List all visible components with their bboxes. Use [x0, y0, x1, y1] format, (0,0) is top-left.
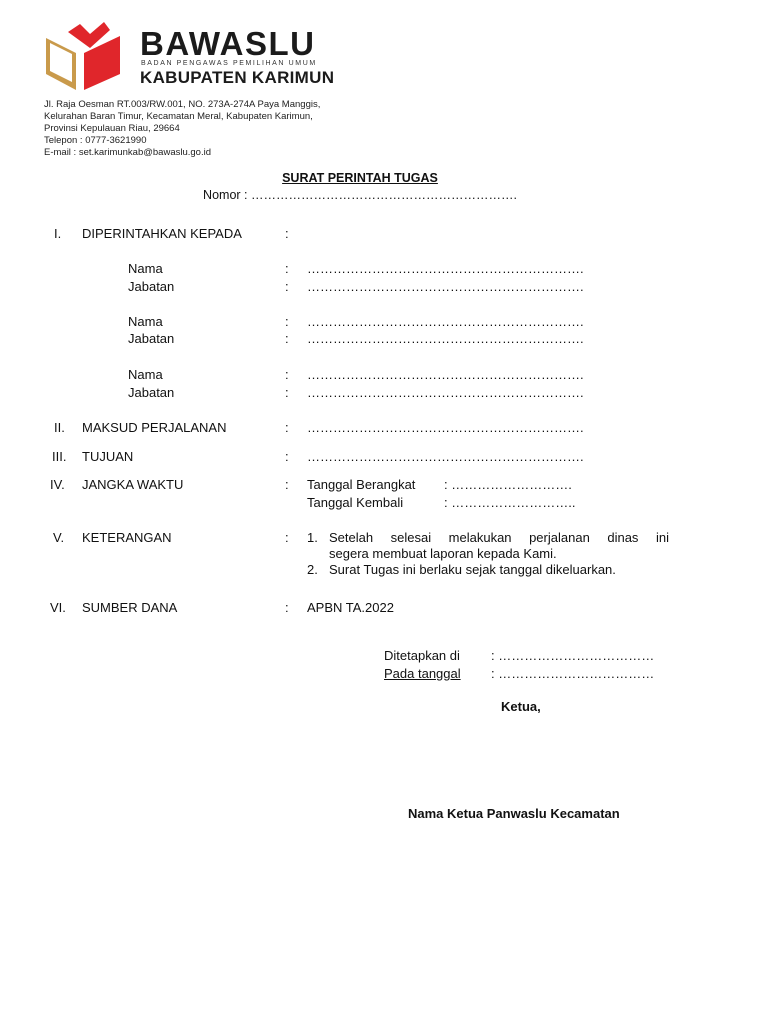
- berangkat-label: Tanggal Berangkat: [307, 477, 416, 492]
- tujuan-field: ……………………………………………………….: [307, 449, 584, 464]
- jabatan-field: ……………………………………………………….: [307, 279, 584, 294]
- note-text: segera membuat laporan kepada Kami.: [329, 546, 557, 561]
- tanggal-label: Pada tanggal: [384, 666, 461, 681]
- colon: :: [285, 600, 289, 615]
- signatory-name: Nama Ketua Panwaslu Kecamatan: [408, 806, 620, 821]
- nama-field: ……………………………………………………….: [307, 367, 584, 382]
- colon: :: [285, 226, 289, 241]
- phone-line: Telepon : 0777-3621990: [44, 135, 147, 146]
- address-line: Provinsi Kepulauan Riau, 29664: [44, 123, 180, 134]
- note-number: 1.: [307, 530, 318, 545]
- section-number: V.: [53, 530, 65, 545]
- maksud-field: ……………………………………………………….: [307, 420, 584, 435]
- email-line: E-mail : set.karimunkab@bawaslu.go.id: [44, 147, 211, 158]
- colon: :: [285, 367, 289, 382]
- bawaslu-logo: [44, 20, 122, 92]
- colon: :: [285, 314, 289, 329]
- colon: :: [285, 279, 289, 294]
- colon: :: [285, 331, 289, 346]
- note-number: 2.: [307, 562, 318, 577]
- org-full-name: BADAN PENGAWAS PEMILIHAN UMUM: [141, 60, 317, 67]
- section-number: I.: [54, 226, 62, 241]
- nama-label: Nama: [128, 367, 163, 382]
- colon: :: [285, 449, 289, 464]
- colon: :: [285, 261, 289, 276]
- address-line: Kelurahan Baran Timur, Kecamatan Meral, Kabupaten Karimun,: [44, 111, 313, 122]
- colon: :: [285, 420, 289, 435]
- tanggal-field: : ………………………………: [491, 666, 655, 681]
- note-text: Surat Tugas ini berlaku sejak tanggal dikeluarkan.: [329, 562, 616, 577]
- colon: :: [285, 477, 289, 492]
- nama-label: Nama: [128, 314, 163, 329]
- section-number: IV.: [50, 477, 65, 492]
- section-label-diperintahkan: DIPERINTAHKAN KEPADA: [82, 226, 242, 241]
- berangkat-field: : ……………………….: [444, 477, 572, 492]
- nama-field: ……………………………………………………….: [307, 314, 584, 329]
- document-title: SURAT PERINTAH TUGAS: [282, 171, 438, 185]
- ditetapkan-label: Ditetapkan di: [384, 648, 460, 663]
- nama-field: ……………………………………………………….: [307, 261, 584, 276]
- section-number: III.: [52, 449, 67, 464]
- org-region: KABUPATEN KARIMUN: [140, 68, 335, 87]
- section-label-keterangan: KETERANGAN: [82, 530, 172, 545]
- note-text: Setelah selesai melakukan perjalanan dinas ini: [329, 530, 669, 545]
- section-label-maksud: MAKSUD PERJALANAN: [82, 420, 227, 435]
- colon: :: [285, 530, 289, 545]
- section-number: VI.: [50, 600, 66, 615]
- jabatan-label: Jabatan: [128, 385, 175, 400]
- section-number: II.: [54, 420, 65, 435]
- tanggal-row: [384, 666, 669, 682]
- address-line: Jl. Raja Oesman RT.003/RW.001, NO. 273A-274A Paya Manggis,: [44, 99, 321, 110]
- sumber-dana-value: APBN TA.2022: [307, 600, 394, 615]
- kembali-field: : ………………………..: [444, 495, 576, 510]
- jabatan-field: ……………………………………………………….: [307, 385, 584, 400]
- ditetapkan-field: : ………………………………: [491, 648, 655, 663]
- section-label-jangka-waktu: JANGKA WAKTU: [82, 477, 184, 492]
- colon: :: [285, 385, 289, 400]
- jabatan-label: Jabatan: [128, 331, 175, 346]
- signature-role: Ketua,: [501, 699, 541, 714]
- kembali-label: Tanggal Kembali: [307, 495, 404, 510]
- jabatan-field: ……………………………………………………….: [307, 331, 584, 346]
- document-number: Nomor : ……………………………………………………….: [203, 188, 517, 202]
- org-name: BAWASLU: [140, 25, 316, 62]
- jabatan-label: Jabatan: [128, 279, 175, 294]
- section-label-tujuan: TUJUAN: [82, 449, 134, 464]
- section-label-sumber-dana: SUMBER DANA: [82, 600, 178, 615]
- nama-label: Nama: [128, 261, 163, 276]
